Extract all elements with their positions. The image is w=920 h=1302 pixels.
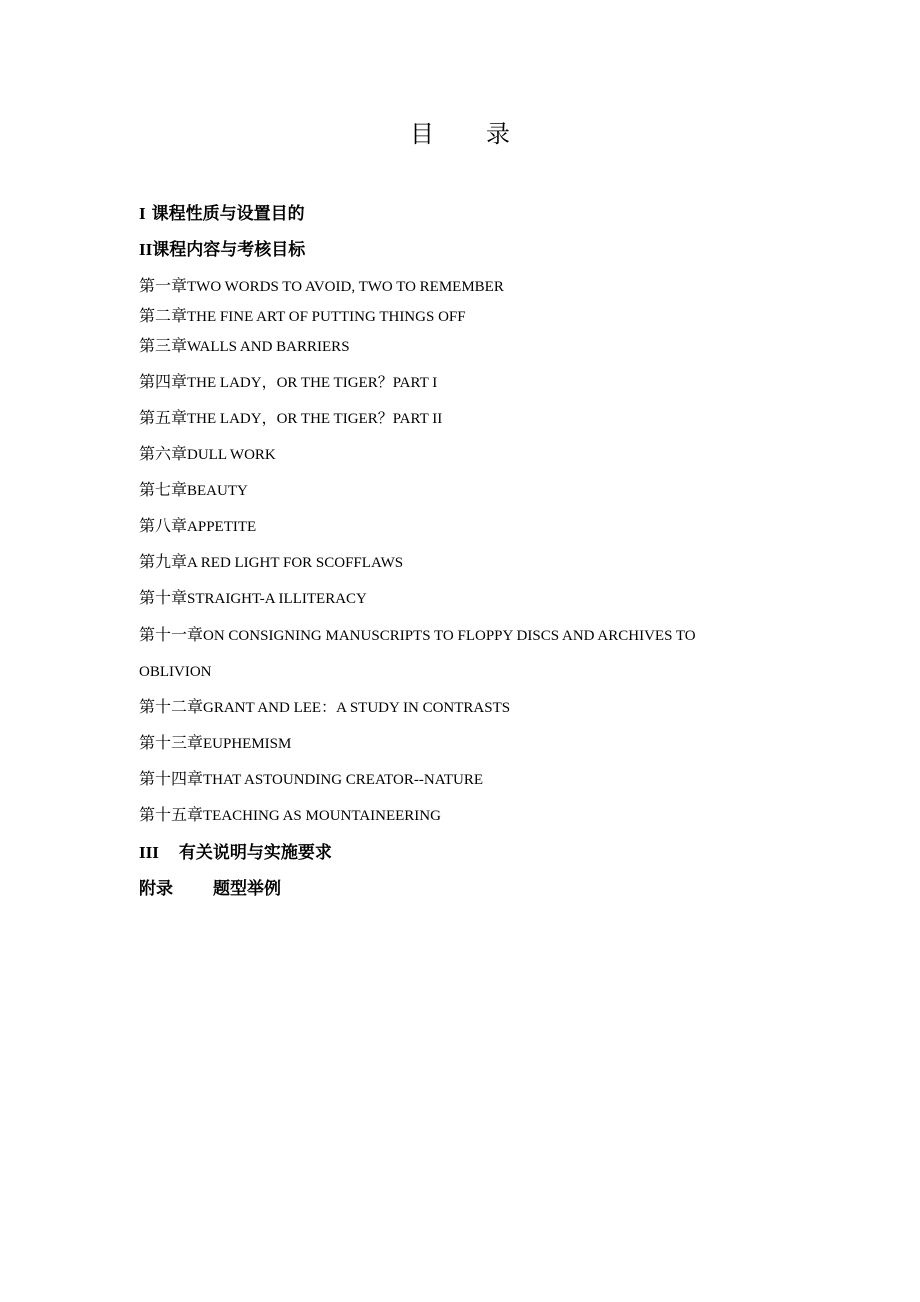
section-number: I: [139, 204, 146, 223]
chapter-number: 第十章: [139, 590, 188, 607]
toc-chapter-15[interactable]: [139, 805, 441, 827]
chapter-number: 第三章: [139, 338, 188, 355]
chapter-title: A RED LIGHT FOR SCOFFLAWS: [187, 555, 404, 571]
chapter-title: THAT ASTOUNDING CREATOR--NATURE: [203, 772, 484, 788]
toc-chapter-5[interactable]: [139, 408, 442, 430]
section-label: 课程性质与设置目的: [151, 204, 305, 223]
toc-chapter-14[interactable]: [139, 769, 483, 791]
toc-chapter-11[interactable]: [139, 625, 696, 647]
chapter-title: TEACHING AS MOUNTAINEERING: [203, 808, 441, 824]
chapter-title-continued: OBLIVION: [139, 664, 212, 680]
toc-section-2[interactable]: [139, 239, 305, 261]
chapter-title: ON CONSIGNING MANUSCRIPTS TO FLOPPY DISCS AND ARCHIVES TO: [203, 628, 696, 644]
toc-chapter-4[interactable]: [139, 372, 437, 394]
toc-chapter-1[interactable]: [139, 276, 504, 298]
section-number: II: [139, 240, 153, 259]
toc-chapter-2[interactable]: [139, 306, 466, 328]
section-label: 课程内容与考核目标: [152, 240, 306, 259]
chapter-title: GRANT AND LEE：A STUDY IN CONTRASTS: [203, 700, 511, 716]
chapter-number: 第四章: [139, 374, 188, 391]
title-char-2: 录: [486, 122, 510, 148]
chapter-number: 第八章: [139, 518, 188, 535]
chapter-number: 第十二章: [139, 699, 204, 716]
chapter-number: 第五章: [139, 410, 188, 427]
chapter-title: DULL WORK: [187, 447, 276, 463]
appendix-heading: 附录: [139, 879, 173, 898]
chapter-title: THE FINE ART OF PUTTING THINGS OFF: [187, 309, 466, 325]
chapter-title: TWO WORDS TO AVOID, TWO TO REMEMBER: [187, 279, 504, 295]
chapter-number: 第一章: [139, 278, 188, 295]
chapter-title: BEAUTY: [187, 483, 248, 499]
toc-chapter-3[interactable]: [139, 336, 350, 358]
chapter-title: STRAIGHT-A ILLITERACY: [187, 591, 367, 607]
chapter-title: THE LADY，OR THE TIGER？PART I: [187, 375, 438, 391]
section-number: III: [139, 843, 159, 862]
chapter-number: 第十一章: [139, 627, 204, 644]
toc-chapter-12[interactable]: [139, 697, 510, 719]
toc-chapter-6[interactable]: [139, 444, 276, 466]
chapter-number: 第二章: [139, 308, 188, 325]
toc-chapter-13[interactable]: [139, 733, 291, 755]
chapter-title: APPETITE: [187, 519, 257, 535]
toc-appendix[interactable]: [139, 878, 281, 900]
chapter-number: 第十四章: [139, 771, 204, 788]
chapter-number: 第七章: [139, 482, 188, 499]
chapter-title: THE LADY，OR THE TIGER？PART II: [187, 411, 443, 427]
toc-chapter-10[interactable]: [139, 588, 367, 610]
chapter-number: 第十五章: [139, 807, 204, 824]
title-char-1: 目: [410, 122, 434, 148]
toc-chapter-9[interactable]: [139, 552, 403, 574]
appendix-label: 题型举例: [213, 879, 281, 898]
toc-chapter-11-continued[interactable]: [139, 661, 212, 683]
chapter-title: WALLS AND BARRIERS: [187, 339, 350, 355]
chapter-title: EUPHEMISM: [203, 736, 292, 752]
chapter-number: 第十三章: [139, 735, 204, 752]
toc-section-1[interactable]: [139, 203, 305, 225]
chapter-number: 第九章: [139, 554, 188, 571]
toc-chapter-7[interactable]: [139, 480, 248, 502]
page-title: [0, 117, 920, 153]
section-label: 有关说明与实施要求: [178, 843, 332, 862]
toc-section-3[interactable]: [139, 842, 332, 864]
chapter-number: 第六章: [139, 446, 188, 463]
toc-chapter-8[interactable]: [139, 516, 256, 538]
